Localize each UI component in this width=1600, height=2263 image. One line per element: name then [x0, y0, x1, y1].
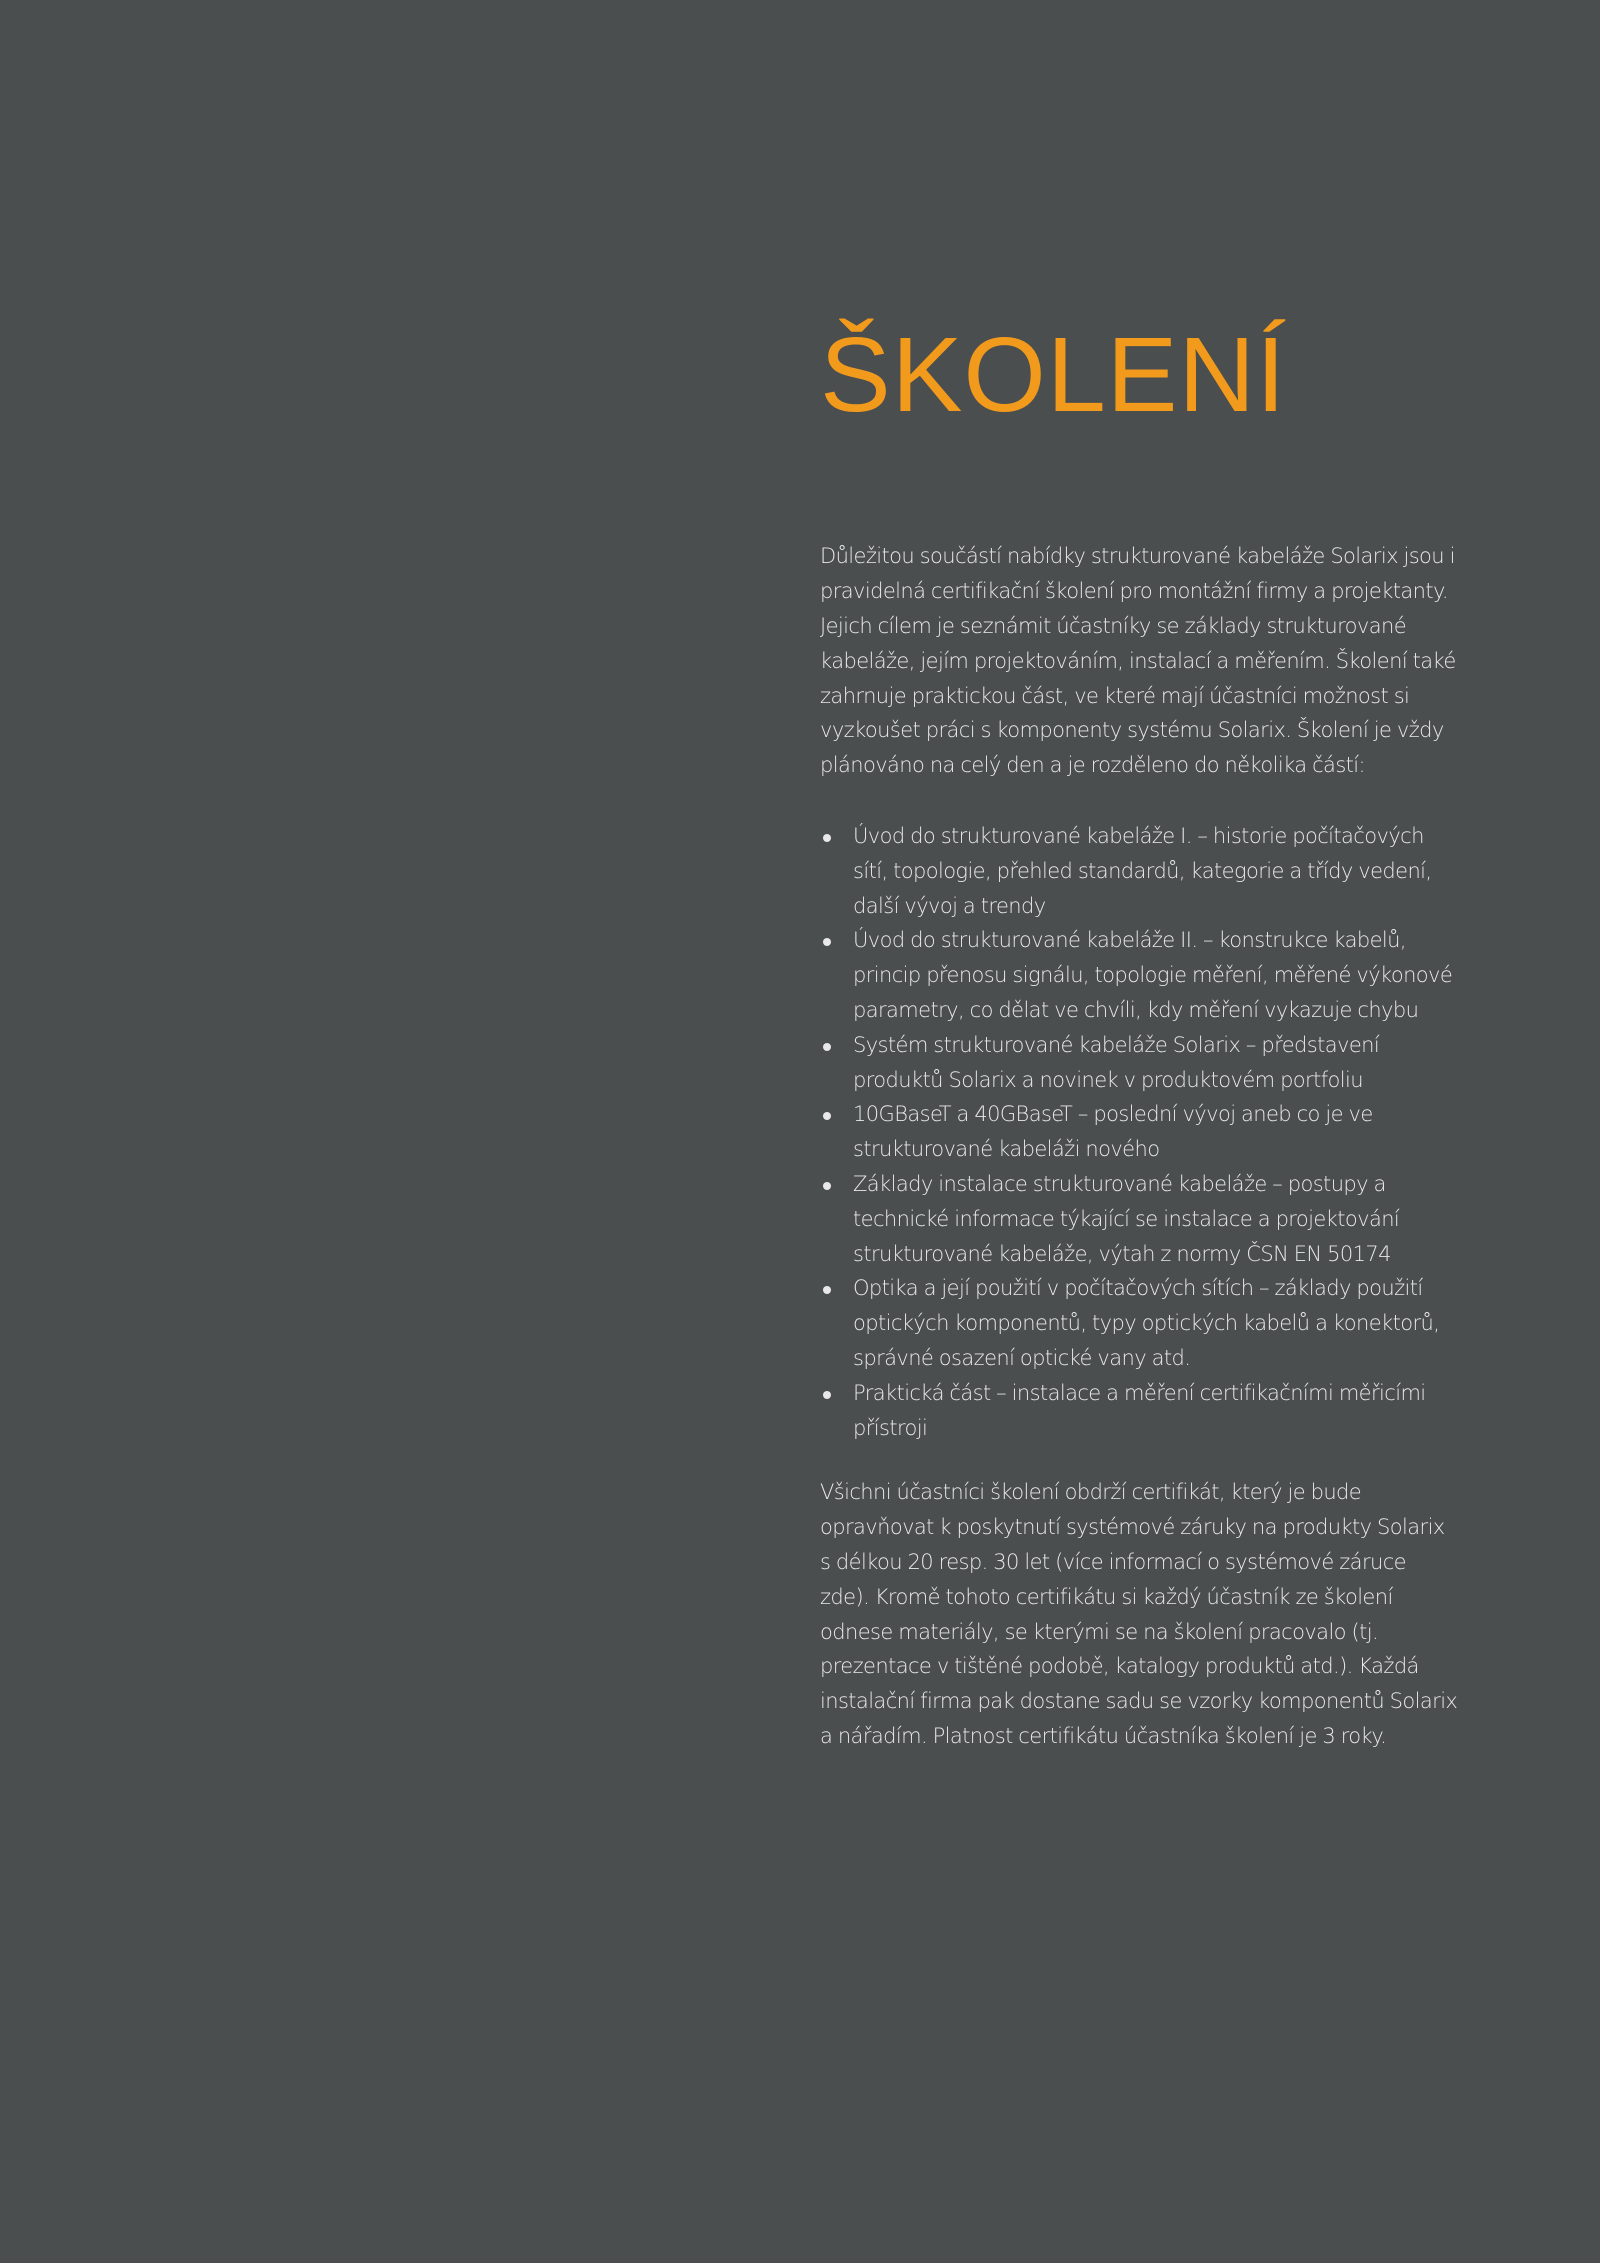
list-item-text: Úvod do strukturované kabeláže I. – historie počítačových sítí, topologie, přehled standardů, kategorie a třídy vedení, další vývoj a trendy — [853, 824, 1432, 918]
list-item — [820, 1376, 1460, 1446]
page-title: ŠKOLENÍ — [820, 316, 1287, 434]
bullet-icon — [823, 1286, 831, 1294]
list-item-text: Základy instalace strukturované kabeláže – postupy a technické informace týkající se instalace a projektování strukturované kabeláže, výtah z normy ČSN EN 50174 — [853, 1172, 1400, 1266]
bullet-icon — [823, 1391, 831, 1399]
list-item — [820, 1167, 1460, 1271]
list-item — [820, 923, 1460, 1027]
list-item-text: Systém strukturované kabeláže Solarix – představení produktů Solarix a novinek v produktovém portfoliu — [853, 1032, 1380, 1092]
list-item — [820, 1097, 1460, 1167]
bullet-icon — [823, 1112, 831, 1120]
list-item-text: 10GBaseT a 40GBaseT – poslední vývoj aneb co je ve strukturované kabeláži nového — [853, 1102, 1373, 1162]
intro-paragraph: Důležitou součástí nabídky strukturované kabeláže Solarix jsou i pravidelná certifikační školení pro montážní firmy a projektanty. Jejich cílem je seznámit účastníky se základy strukturované kabeláže, jejím projektováním, instalací a měřením. Školení také zahrnuje praktickou část, ve které mají účastníci možnost si vyzkoušet práci s komponenty systému Solarix. Školení je vždy plánováno na celý den a je rozděleno do několika částí: — [820, 544, 1456, 778]
bullet-icon — [823, 834, 831, 842]
list-item-text: Úvod do strukturované kabeláže II. – konstrukce kabelů, princip přenosu signálu, topologie měření, měřené výkonové parametry, co dělat ve chvíli, kdy měření vykazuje chybu — [853, 928, 1453, 1023]
bullet-icon — [823, 1182, 831, 1190]
bullet-icon — [823, 938, 831, 946]
training-parts-list — [820, 819, 1460, 1445]
bullet-icon — [823, 1043, 831, 1051]
list-item — [820, 1028, 1460, 1098]
content-column — [820, 318, 1460, 1754]
list-item — [820, 1271, 1460, 1375]
list-item-text: Optika a její použití v počítačových sítích – základy použití optických komponentů, typy optických kabelů a konektorů, správné osazení optické vany atd. — [853, 1276, 1440, 1370]
list-item — [820, 819, 1460, 923]
certificate-paragraph: Všichni účastníci školení obdrží certifikát, který je bude opravňovat k poskytnutí systémové záruky na produkty Solarix s délkou 20 resp. 30 let (více informací o systémové záruce zde). Kromě tohoto certifikátu si každý účastník ze školení odnese materiály, se kterými se na školení pracovalo (tj. prezentace v tištěné podobě, katalogy produktů atd.). Každá instalační firma pak dostane sadu se vzorky komponentů Solarix a nářadím. Platnost certifikátu účastníka školení je 3 roky. — [820, 1480, 1458, 1748]
list-item-text: Praktická část – instalace a měření certifikačními měřicími přístroji — [853, 1380, 1426, 1440]
